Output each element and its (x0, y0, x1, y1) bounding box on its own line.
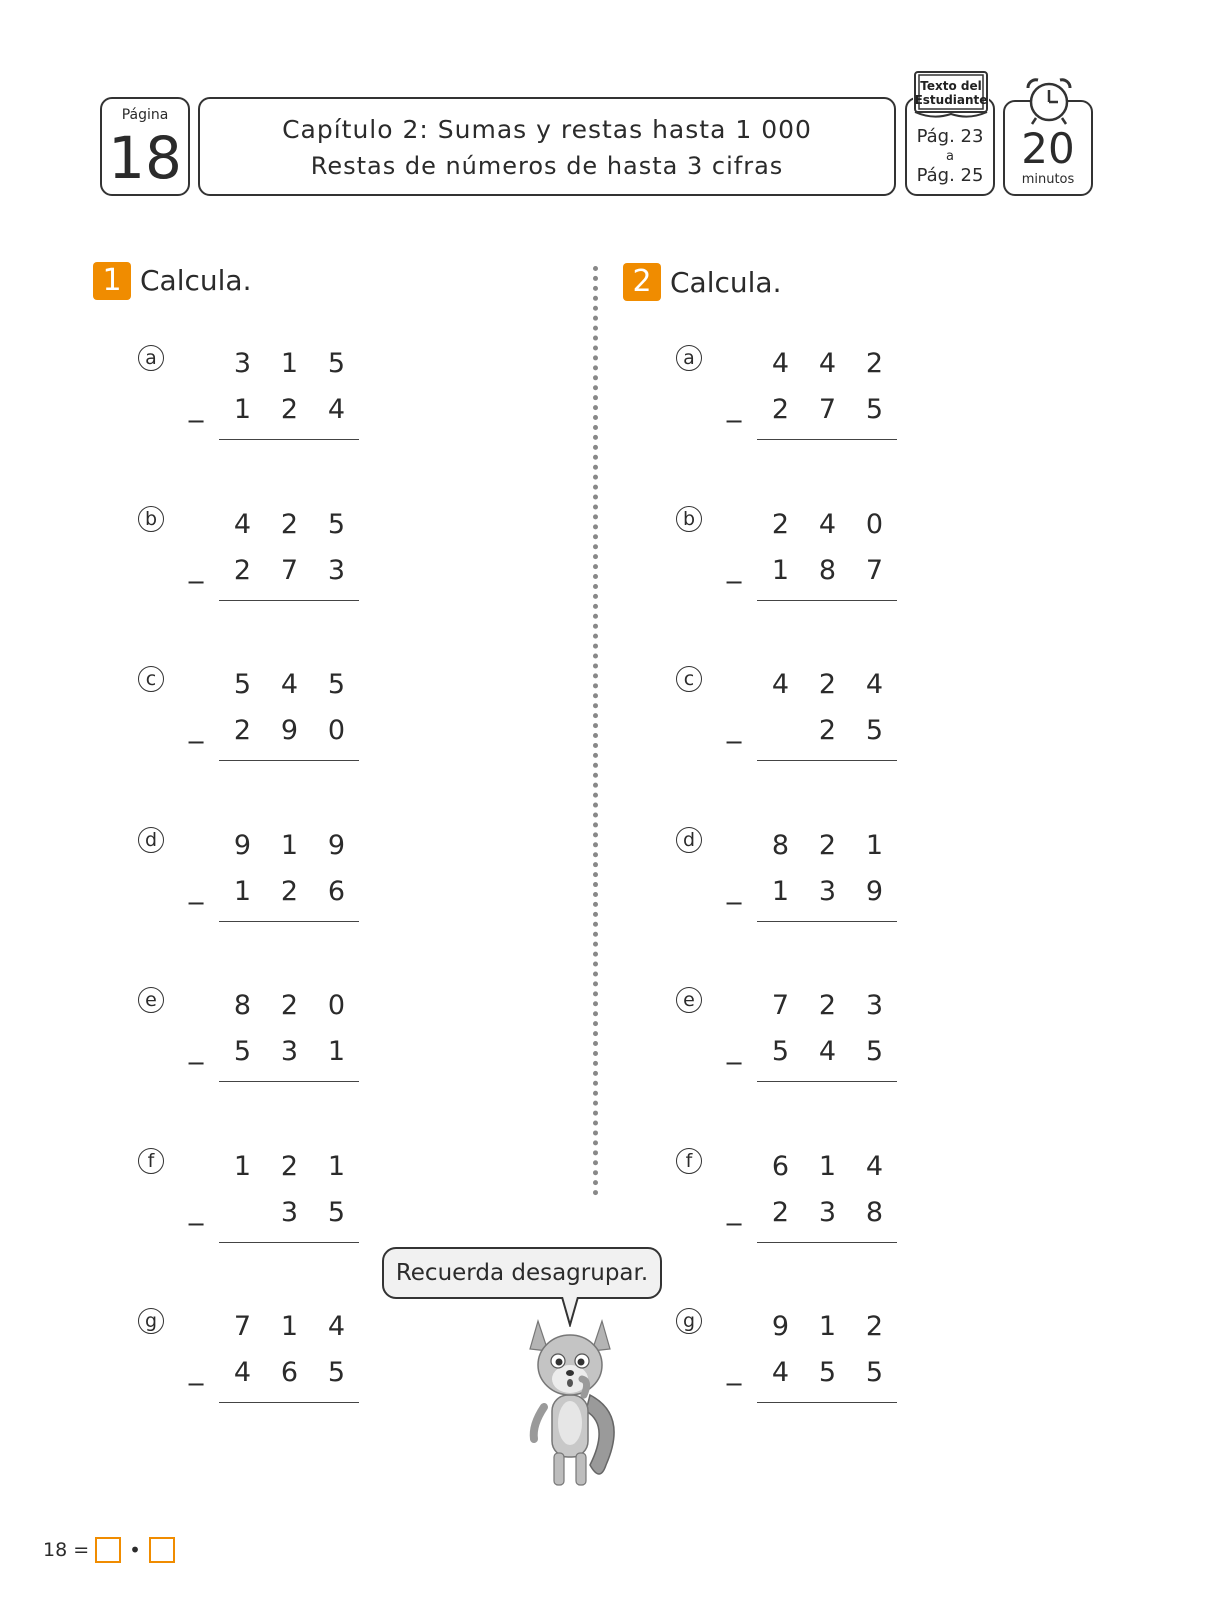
digit: 5 (865, 715, 884, 746)
digit: 4 (327, 1311, 346, 1342)
problem-letter: f (676, 1148, 702, 1174)
answer-line[interactable] (757, 1402, 897, 1403)
problem-letter: a (138, 345, 164, 371)
digit: 4 (818, 508, 837, 540)
digit: 9 (865, 875, 884, 907)
digit: 2 (818, 715, 837, 746)
subtrahend-row (757, 555, 898, 586)
subtrahend-row (219, 715, 360, 746)
digit: 3 (280, 1196, 299, 1228)
digit: 3 (233, 348, 252, 379)
digit: 4 (865, 1150, 884, 1182)
digit: 1 (771, 875, 790, 907)
subtraction-problem (676, 1308, 916, 1418)
answer-line[interactable] (757, 439, 897, 440)
subtrahend-row (757, 1197, 898, 1228)
answer-line[interactable] (219, 1081, 359, 1082)
subtraction-problem (676, 987, 916, 1097)
digit (219, 1197, 266, 1228)
minuend-row (219, 830, 360, 861)
digit: 2 (818, 829, 837, 861)
digit: 8 (818, 554, 837, 586)
problem-letter: g (138, 1308, 164, 1334)
exercise-1-number: 1 (93, 262, 131, 300)
digit: 7 (818, 394, 837, 425)
chapter-title: Capítulo 2: Sumas y restas hasta 1 000 (282, 115, 812, 144)
ref-from: Pág. 23 (916, 126, 984, 147)
answer-line[interactable] (219, 439, 359, 440)
answer-line[interactable] (219, 600, 359, 601)
minus-sign: − (724, 1209, 745, 1238)
digit: 8 (865, 1196, 884, 1228)
minuend-row (219, 509, 360, 540)
subtraction-problem (138, 666, 378, 776)
subtraction-problem (676, 827, 916, 937)
digit: 4 (818, 1036, 837, 1067)
digit: 5 (771, 1036, 790, 1067)
digit: 3 (865, 990, 884, 1021)
digit: 1 (818, 1311, 837, 1342)
digit: 4 (233, 1357, 252, 1388)
digit: 3 (818, 875, 837, 907)
page-number: 18 (108, 124, 182, 192)
digit: 1 (771, 554, 790, 586)
alarm-clock-icon (1022, 76, 1076, 126)
subtrahend-row (757, 394, 898, 425)
page-footer (43, 1537, 181, 1563)
minuend-row (757, 1311, 898, 1342)
exercise-2-number: 2 (623, 263, 661, 301)
minuend-row (757, 509, 898, 540)
digit: 4 (771, 1357, 790, 1388)
subtrahend-row (757, 876, 898, 907)
answer-line[interactable] (757, 1242, 897, 1243)
digit: 1 (280, 829, 299, 861)
subtraction-problem (138, 506, 378, 616)
digit: 2 (771, 508, 790, 540)
problem-letter: c (138, 666, 164, 692)
exercise-1-instruction: Calcula. (140, 264, 252, 297)
minus-sign: − (724, 1370, 745, 1398)
digit: 5 (865, 394, 884, 425)
subtraction-problem (138, 987, 378, 1097)
digit: 1 (233, 394, 252, 425)
subtrahend-row (219, 394, 360, 425)
digit: 5 (327, 1196, 346, 1228)
page-label: Página (121, 107, 169, 123)
subtrahend-row (219, 555, 360, 586)
digit: 9 (771, 1311, 790, 1342)
answer-line[interactable] (219, 1242, 359, 1243)
subtraction-problem (138, 1148, 378, 1258)
minus-sign: − (724, 728, 745, 756)
digit: 2 (280, 1150, 299, 1182)
problem-letter: c (676, 666, 702, 692)
problem-letter: g (676, 1308, 702, 1334)
digit: 2 (233, 715, 252, 746)
subtrahend-row (757, 1357, 898, 1388)
speech-bubble: Recuerda desagrupar. (382, 1247, 662, 1299)
digit: 8 (233, 990, 252, 1021)
digit: 4 (865, 669, 884, 700)
chapter-title-box (198, 97, 896, 196)
footer-prefix: 18 = (43, 1539, 90, 1561)
subtraction-problem (676, 506, 916, 616)
digit: 2 (233, 554, 252, 586)
problem-letter: f (138, 1148, 164, 1174)
digit: 9 (280, 715, 299, 746)
answer-line[interactable] (219, 760, 359, 761)
subtraction-problem (676, 666, 916, 776)
subtrahend-row (219, 876, 360, 907)
minus-sign: − (186, 567, 207, 596)
digit: 2 (771, 1196, 790, 1228)
digit: 2 (771, 394, 790, 425)
minus-sign: − (186, 1049, 207, 1077)
textbook-label-line2: Estudiante (914, 93, 988, 107)
subtrahend-row (219, 1197, 360, 1228)
subtraction-problem (138, 827, 378, 937)
digit: 1 (280, 348, 299, 379)
subtraction-problem (676, 1148, 916, 1258)
problem-letter: b (676, 506, 702, 532)
minus-sign: − (186, 1209, 207, 1238)
digit: 0 (327, 990, 346, 1021)
minuend-row (219, 990, 360, 1021)
digit: 1 (233, 875, 252, 907)
digit: 7 (865, 554, 884, 586)
minus-sign: − (724, 1049, 745, 1077)
minuend-row (219, 1151, 360, 1182)
digit: 0 (327, 715, 346, 746)
digit: 5 (327, 1357, 346, 1388)
subtrahend-row (219, 1036, 360, 1067)
digit: 1 (865, 829, 884, 861)
digit: 2 (280, 508, 299, 540)
digit: 5 (327, 508, 346, 540)
digit: 7 (771, 990, 790, 1021)
textbook-label-line1: Texto del (920, 79, 982, 93)
digit: 4 (327, 394, 346, 425)
answer-line[interactable] (219, 921, 359, 922)
book-icon (913, 70, 989, 122)
digit: 7 (280, 554, 299, 586)
footer-factor-box-2 (149, 1537, 175, 1563)
digit: 4 (818, 348, 837, 379)
digit: 5 (327, 669, 346, 700)
digit: 2 (280, 875, 299, 907)
minus-sign: − (724, 888, 745, 917)
digit: 1 (327, 1036, 346, 1067)
fox-mascot-icon (520, 1315, 620, 1495)
minuend-row (757, 990, 898, 1021)
ref-to: Pág. 25 (916, 165, 984, 186)
digit: 2 (818, 990, 837, 1021)
digit: 5 (865, 1357, 884, 1388)
digit: 4 (771, 348, 790, 379)
digit: 5 (233, 669, 252, 700)
answer-line[interactable] (757, 921, 897, 922)
minuend-row (757, 1151, 898, 1182)
digit: 5 (865, 1036, 884, 1067)
digit: 7 (233, 1311, 252, 1342)
minus-sign: − (186, 728, 207, 756)
digit: 2 (280, 990, 299, 1021)
answer-line[interactable] (219, 1402, 359, 1403)
digit: 1 (280, 1311, 299, 1342)
minus-sign: − (724, 407, 745, 435)
minus-sign: − (186, 1370, 207, 1398)
lesson-title: Restas de números de hasta 3 cifras (310, 152, 784, 180)
digit: 2 (280, 394, 299, 425)
column-divider (593, 266, 598, 1196)
problem-letter: d (676, 827, 702, 853)
digit: 8 (771, 829, 790, 861)
digit: 1 (327, 1150, 346, 1182)
problem-letter: b (138, 506, 164, 532)
digit: 5 (233, 1036, 252, 1067)
digit (757, 715, 804, 746)
minuend-row (219, 1311, 360, 1342)
problem-letter: d (138, 827, 164, 853)
digit: 5 (327, 348, 346, 379)
subtraction-problem (138, 345, 378, 455)
problem-letter: e (138, 987, 164, 1013)
page-number-box (100, 97, 190, 196)
minus-sign: − (186, 888, 207, 917)
digit: 4 (233, 508, 252, 540)
digit: 4 (771, 669, 790, 700)
digit: 5 (818, 1357, 837, 1388)
digit: 9 (327, 829, 346, 861)
footer-separator: • (129, 1538, 141, 1562)
answer-line[interactable] (757, 600, 897, 601)
ref-connector: a (946, 149, 954, 164)
problem-letter: e (676, 987, 702, 1013)
subtrahend-row (757, 1036, 898, 1067)
digit: 1 (233, 1150, 252, 1182)
digit: 6 (327, 875, 346, 907)
minus-sign: − (186, 407, 207, 435)
subtraction-problem (138, 1308, 378, 1418)
minus-sign: − (724, 567, 745, 596)
digit: 2 (865, 348, 884, 379)
exercise-2-instruction: Calcula. (670, 266, 782, 299)
digit: 4 (280, 669, 299, 700)
subtrahend-row (757, 715, 898, 746)
time-value: 20 (1021, 124, 1075, 173)
minuend-row (219, 348, 360, 379)
digit: 3 (280, 1036, 299, 1067)
digit: 2 (865, 1311, 884, 1342)
minuend-row (757, 669, 898, 700)
subtraction-problem (676, 345, 916, 455)
digit: 2 (818, 669, 837, 700)
answer-line[interactable] (757, 1081, 897, 1082)
minuend-row (757, 348, 898, 379)
digit: 0 (865, 508, 884, 540)
digit: 1 (818, 1150, 837, 1182)
digit: 3 (818, 1196, 837, 1228)
minuend-row (219, 669, 360, 700)
digit: 9 (233, 829, 252, 861)
digit: 6 (280, 1357, 299, 1388)
problem-letter: a (676, 345, 702, 371)
answer-line[interactable] (757, 760, 897, 761)
footer-factor-box-1 (95, 1537, 121, 1563)
digit: 3 (327, 554, 346, 586)
time-unit: minutos (1021, 172, 1075, 187)
minuend-row (757, 830, 898, 861)
digit: 6 (771, 1150, 790, 1182)
subtrahend-row (219, 1357, 360, 1388)
